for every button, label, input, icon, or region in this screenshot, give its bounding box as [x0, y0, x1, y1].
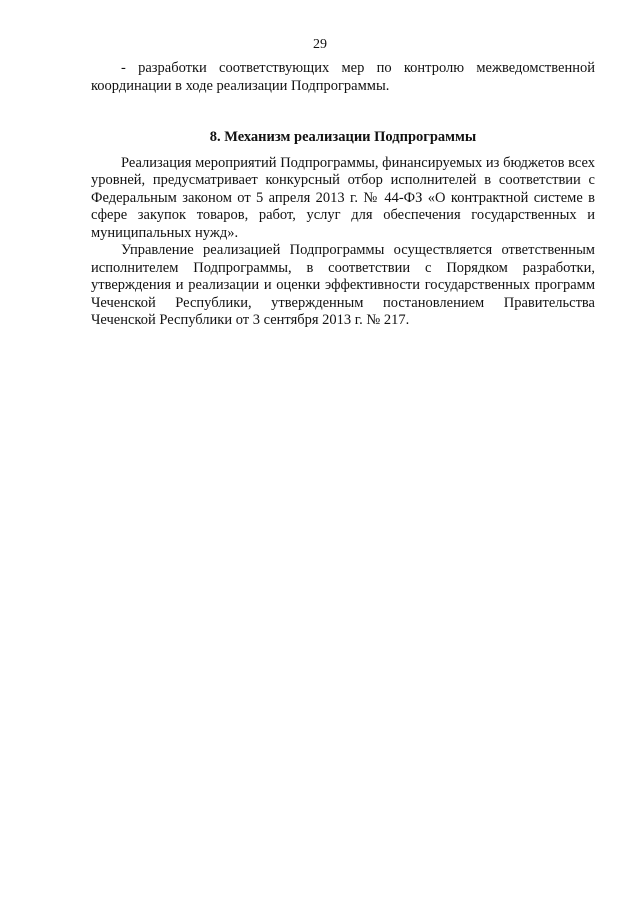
- section-paragraph-1: Реализация мероприятий Подпрограммы, финансируемых из бюджетов всех уровней, предусматривает конкурсный отбор исполнителей в соответствии с Федеральным законом от 5 апреля 2013 г. № 44-ФЗ «О контрактной системе в сфере закупок товаров, работ, услуг для обеспечения государственных и муниципальных нужд».: [91, 154, 595, 241]
- section-paragraph-2: Управление реализацией Подпрограммы осуществляется ответственным исполнителем Подпрограммы, в соответствии с Порядком разработки, утверждения и реализации и оценки эффективности государственных программ Чеченской Республики, утвержденным постановлением Правительства Чеченской Республики от 3 сентября 2013 г. № 217.: [91, 242, 595, 328]
- page-number: 29: [313, 37, 327, 52]
- page-content: [91, 60, 595, 330]
- intro-paragraph: - разработки соответствующих мер по контролю межведомственной координации в ходе реализации Подпрограммы.: [91, 60, 595, 94]
- section-heading: 8. Механизм реализации Подпрограммы: [209, 129, 477, 145]
